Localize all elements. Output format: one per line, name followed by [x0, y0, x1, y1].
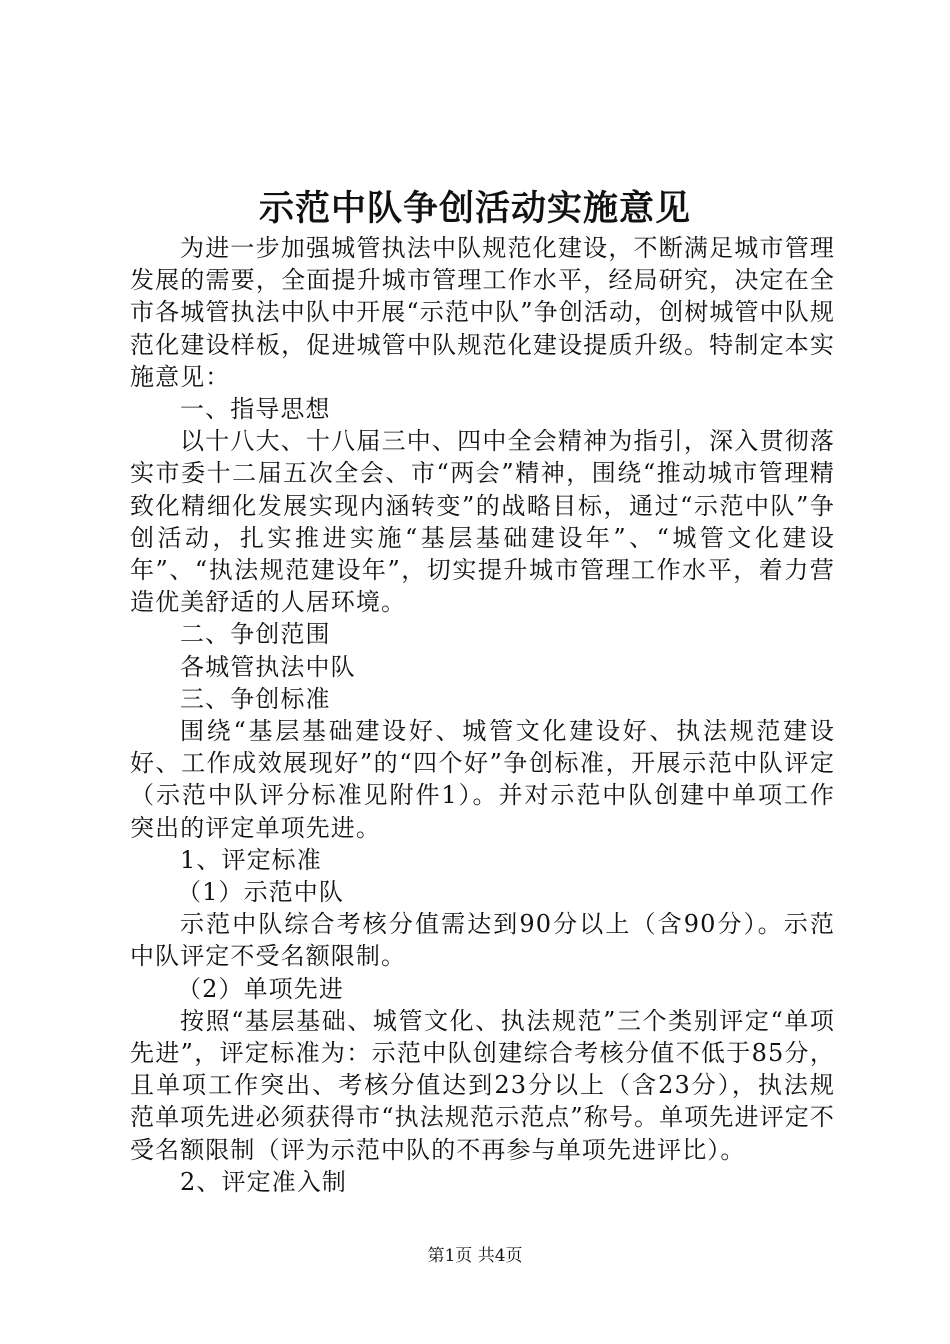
section-heading-guiding-thought: 一、指导思想 [180, 395, 331, 424]
subheading-admission-system: 2、评定准入制 [180, 1167, 347, 1196]
document-body [130, 232, 835, 1198]
document-title: 示范中队争创活动实施意见 [258, 188, 691, 229]
section-heading-scope: 二、争创范围 [180, 620, 331, 649]
single-item-advanced-paragraph: 按照“基层基础、城管文化、执法规范”三个类别评定“单项先进”，评定标准为：示范中队创建综合考核分值不低于85分，且单项工作突出、考核分值达到23分以上（含23分），执法规范单项先进必须获得市“执法规范示范点”称号。单项先进评定不受名额限制（评为示范中队的不再参与单项先进评比）。 [130, 1006, 835, 1164]
standards-paragraph: 围绕“基层基础建设好、城管文化建设好、执法规范建设好、工作成效展现好”的“四个好”争创标准，开展示范中队评定（示范中队评分标准见附件1）。并对示范中队创建中单项工作突出的评定单项先进。 [130, 717, 835, 842]
demonstration-squad-paragraph: 示范中队综合考核分值需达到90分以上（含90分）。示范中队评定不受名额限制。 [130, 910, 835, 971]
scope-paragraph: 各城管执法中队 [180, 652, 356, 681]
section-heading-standards: 三、争创标准 [180, 684, 331, 713]
page-footer: 第1页 共4页 [427, 1246, 523, 1266]
subheading-single-item-advanced: （2）单项先进 [177, 974, 344, 1003]
guiding-thought-paragraph: 以十八大、十八届三中、四中全会精神为指引，深入贯彻落实市委十二届五次全会、市“两会”精神，围绕“推动城市管理精致化精细化发展实现内涵转变”的战略目标，通过“示范中队”争创活动，扎实推进实施“基层基础建设年”、“城管文化建设年”、“执法规范建设年”，切实提升城市管理工作水平，着力营造优美舒适的人居环境。 [130, 427, 835, 617]
subheading-evaluation-standards: 1、评定标准 [180, 845, 322, 874]
intro-paragraph: 为进一步加强城管执法中队规范化建设，不断满足城市管理发展的需要，全面提升城市管理工作水平，经局研究，决定在全市各城管执法中队中开展“示范中队”争创活动，创树城管中队规范化建设样板，促进城管中队规范化建设提质升级。特制定本实施意见： [130, 234, 835, 391]
subheading-demonstration-squad: （1）示范中队 [177, 878, 344, 907]
